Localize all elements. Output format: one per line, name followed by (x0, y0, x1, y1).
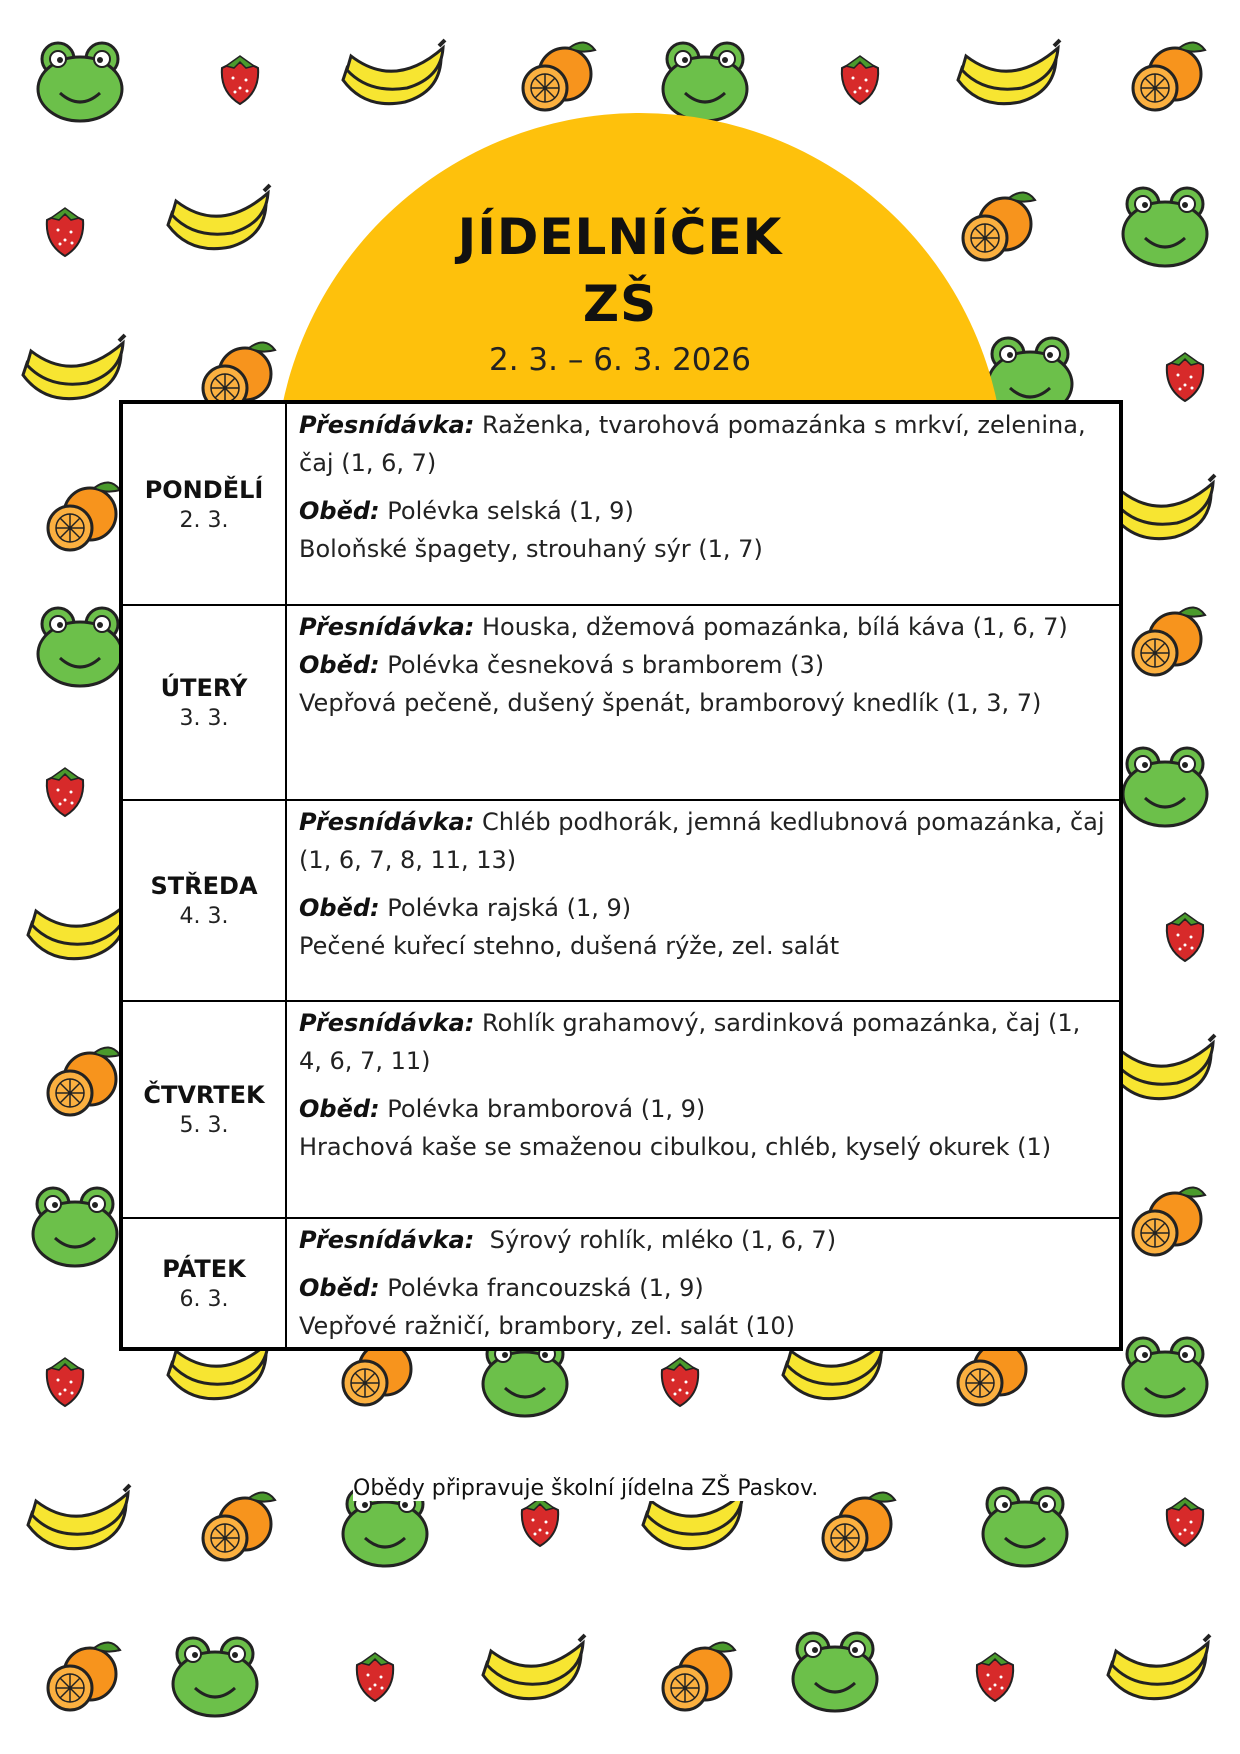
banana-icon (483, 1635, 585, 1699)
strawberry-icon (1167, 913, 1203, 961)
day-cell (123, 606, 287, 799)
frog-icon (663, 43, 747, 121)
orange-icon (48, 482, 120, 550)
frog-icon (33, 1188, 117, 1266)
orange-icon (1133, 607, 1205, 675)
snack-line (299, 406, 1109, 482)
menu-table (119, 400, 1123, 1351)
footer-note: Obědy připravuje školní jídelna ZŠ Paskov. (353, 1476, 819, 1501)
soup-text: Polévka selská (1, 9) (387, 497, 634, 525)
lunch-line (299, 1269, 1109, 1345)
lunch-label: Oběd: (299, 1274, 380, 1302)
menu-row-monday (123, 404, 1119, 604)
snack-line (299, 803, 1109, 879)
meals-cell (287, 1219, 1119, 1347)
day-name: STŘEDA (150, 872, 258, 900)
lunch-label: Oběd: (299, 894, 380, 922)
day-date: 5. 3. (179, 1113, 229, 1138)
lunch-line (299, 646, 1109, 722)
strawberry-icon (662, 1358, 698, 1406)
page-title: JÍDELNÍČEK (457, 208, 783, 266)
date-range: 2. 3. – 6. 3. 2026 (489, 342, 751, 378)
banana-icon (28, 1485, 130, 1549)
soup-text: Polévka bramborová (1, 9) (387, 1095, 706, 1123)
snack-text: Houska, džemová pomazánka, bílá káva (1, 6, 7) (481, 613, 1068, 641)
menu-row-thursday (123, 1000, 1119, 1217)
strawberry-icon (222, 56, 258, 104)
day-date: 2. 3. (179, 507, 229, 533)
menu-row-friday (123, 1217, 1119, 1347)
snack-line (299, 1221, 1109, 1259)
orange-icon (1133, 42, 1205, 110)
strawberry-icon (522, 1498, 558, 1546)
lunch-line (299, 1090, 1109, 1166)
lunch-line (299, 889, 1109, 965)
snack-label: Přesnídávka: (299, 613, 475, 641)
lunch-label: Oběd: (299, 1095, 380, 1123)
snack-label: Přesnídávka: (299, 808, 475, 836)
day-cell (123, 1219, 287, 1347)
main-dish-text: Pečené kuřecí stehno, dušená rýže, zel. salát (299, 932, 840, 960)
day-cell (123, 1002, 287, 1217)
strawberry-icon (357, 1653, 393, 1701)
frog-icon (38, 608, 122, 686)
orange-icon (48, 1642, 120, 1710)
day-name: PONDĚLÍ (144, 475, 264, 504)
banana-icon (1108, 1635, 1210, 1699)
strawberry-icon (1167, 1498, 1203, 1546)
soup-text: Polévka rajská (1, 9) (387, 894, 632, 922)
page-subtitle: ZŠ (582, 275, 658, 333)
day-name: ÚTERÝ (160, 674, 248, 702)
snack-text: Raženka, tvarohová pomazánka s mrkví, zelenina, čaj (1, 6, 7) (299, 411, 1086, 477)
banana-icon (28, 895, 130, 959)
banana-icon (343, 40, 445, 104)
lunch-label: Oběd: (299, 651, 380, 679)
lunch-label: Oběd: (299, 497, 380, 525)
meals-cell (287, 801, 1119, 1000)
day-date: 4. 3. (179, 904, 229, 929)
meals-cell (287, 404, 1119, 604)
orange-icon (523, 42, 595, 110)
strawberry-icon (842, 56, 878, 104)
banana-icon (1113, 1035, 1215, 1099)
menu-row-tuesday (123, 604, 1119, 799)
orange-icon (823, 1492, 895, 1560)
snack-text: Rohlík grahamový, sardinková pomazánka, čaj (1, 4, 6, 7, 11) (299, 1009, 1081, 1075)
snack-label: Přesnídávka: (299, 1009, 475, 1037)
strawberry-icon (47, 1358, 83, 1406)
day-date: 3. 3. (179, 706, 229, 731)
meals-cell (287, 606, 1119, 799)
day-date: 6. 3. (179, 1286, 229, 1312)
frog-icon (1123, 748, 1207, 826)
lunch-line (299, 492, 1109, 568)
orange-icon (663, 1642, 735, 1710)
frog-icon (1123, 1338, 1207, 1416)
soup-text: Polévka francouzská (1, 9) (387, 1274, 704, 1302)
meals-cell (287, 1002, 1119, 1217)
banana-icon (958, 40, 1060, 104)
strawberry-icon (47, 768, 83, 816)
orange-icon (203, 1492, 275, 1560)
frog-icon (983, 1488, 1067, 1566)
day-cell (123, 801, 287, 1000)
soup-text: Polévka česneková s bramborem (3) (387, 651, 825, 679)
day-name: PÁTEK (162, 1254, 246, 1283)
day-cell (123, 404, 287, 604)
main-dish-text: Vepřové ražničí, brambory, zel. salát (10) (299, 1312, 795, 1340)
day-name: ČTVRTEK (143, 1081, 265, 1109)
snack-text: Chléb podhorák, jemná kedlubnová pomazánka, čaj (1, 6, 7, 8, 11, 13) (299, 808, 1105, 874)
banana-icon (1113, 475, 1215, 539)
snack-line (299, 1004, 1109, 1080)
menu-row-wednesday (123, 799, 1119, 1000)
strawberry-icon (977, 1653, 1013, 1701)
frog-icon (38, 43, 122, 121)
main-dish-text: Hrachová kaše se smaženou cibulkou, chléb, kyselý okurek (1) (299, 1133, 1052, 1161)
frog-icon (793, 1633, 877, 1711)
orange-icon (48, 1047, 120, 1115)
snack-text: Sýrový rohlík, mléko (1, 6, 7) (481, 1226, 837, 1254)
snack-label: Přesnídávka: (299, 411, 475, 439)
orange-icon (1133, 1187, 1205, 1255)
frog-icon (173, 1638, 257, 1716)
main-dish-text: Boloňské špagety, strouhaný sýr (1, 7) (299, 535, 763, 563)
snack-line (299, 608, 1109, 646)
main-dish-text: Vepřová pečeně, dušený špenát, bramborový knedlík (1, 3, 7) (299, 689, 1042, 717)
snack-label: Přesnídávka: (299, 1226, 475, 1254)
